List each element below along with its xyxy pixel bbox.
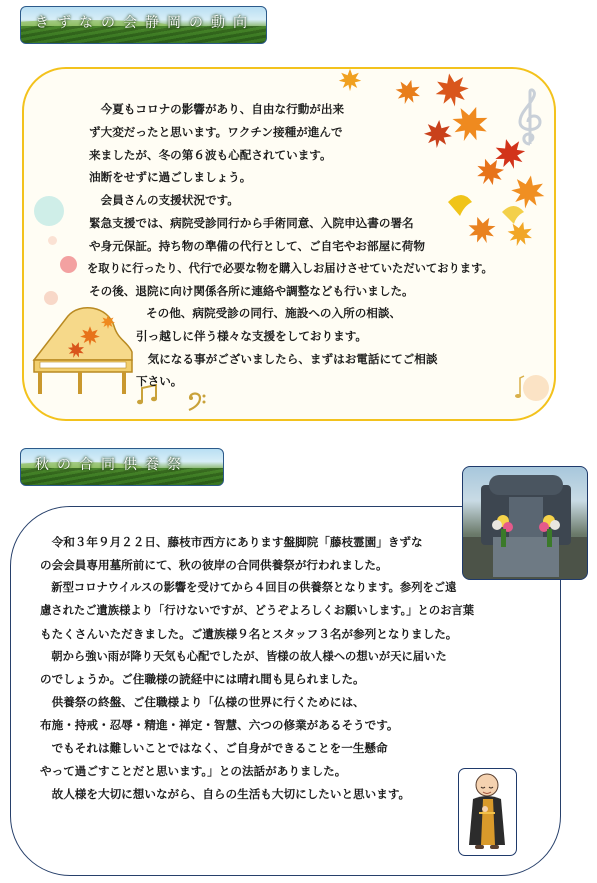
memorial-service-body (40, 531, 474, 806)
text-line: 供養祭の終盤、ご住職様より「仏様の世界に行くためには、 (40, 695, 365, 710)
text-line: 慮されたご遺族様より「行けないですが、どうぞよろしくお願いします。」とのお言葉 (40, 603, 475, 617)
bass-clef-icon (186, 390, 208, 412)
text-line: その他、病院受診の同行、施設への入所の相談、 (146, 306, 402, 320)
text-line: 布施・持戒・忍辱・精進・禅定・智慧、六つの修業があるそうです。 (40, 718, 399, 733)
grand-piano-illustration (28, 300, 138, 400)
section-banner-kizuna (20, 6, 267, 44)
text-line: 引っ越しに伴う様々な支援をしております。 (136, 328, 367, 343)
kizuna-news-body-continued (136, 302, 437, 393)
text-line: やって過ごすことだと思います。」との法話がありました。 (40, 764, 347, 779)
text-line: もたくさんいただきました。ご遺族様９名とスタッフ３名が参列となりました。 (40, 626, 458, 641)
section-title-kizuna: きずなの会静岡の動向 (35, 15, 255, 31)
text-line: でもそれは難しいことではなく、ご自身ができることを一生懸命 (40, 741, 388, 756)
monk-icon (459, 769, 515, 854)
text-line: の会会員専用墓所前にて、秋の彼岸の合同供養祭が行われました。 (40, 557, 388, 572)
kizuna-news-body (89, 98, 493, 303)
music-notes-decoration (510, 366, 550, 406)
monk-illustration (458, 768, 517, 856)
text-line: を取りに行ったり、代行で必要な物を購入しお届けさせていただいております。 (87, 261, 493, 275)
text-line: 緊急支援では、病院受診同行から手術同意、入院申込書の署名 (89, 215, 414, 230)
text-line: 新型コロナウイルスの影響を受けてから４回目の供養祭となります。参列をご遠 (40, 580, 457, 594)
grave-monument-photo (462, 466, 588, 580)
text-line: 会員さんの支援状況です。 (89, 193, 239, 208)
text-line: のでしょうか。ご住職様の読経中には晴れ間も見られました。 (40, 672, 365, 687)
pastel-circle-decoration (60, 256, 77, 273)
section-title-memorial: 秋の合同供養祭 (35, 457, 189, 473)
text-line: その後、退院に向け関係各所に連絡や調整なども行いました。 (89, 284, 414, 299)
text-line: ず大変だったと思います。ワクチン接種が進んで (89, 124, 343, 139)
text-line: 気になる事がございましたら、まずはお電話にてご相談 (136, 351, 438, 366)
pastel-circle-decoration (48, 236, 57, 245)
text-line: 油断をせずに過ごしましょう。 (89, 170, 252, 185)
text-line: 来ましたが、冬の第６波も心配されています。 (89, 147, 332, 162)
grave-photo-graphic (463, 467, 588, 580)
text-line: 令和３年９月２２日、藤枝市西方にあります盤脚院「藤枝霊園」きずな (40, 535, 423, 549)
pastel-circle-decoration (34, 196, 64, 226)
text-line: や身元保証。持ち物の準備の代行として、ご自宅やお部屋に荷物 (89, 238, 425, 253)
section-banner-memorial (20, 448, 224, 486)
text-line: 朝から強い雨が降り天気も心配でしたが、皆様の故人様への想いが天に届いた (40, 649, 447, 663)
text-line: 下さい。 (136, 374, 183, 389)
text-line: 今夏もコロナの影響があり、自由な行動が出来 (89, 102, 345, 116)
text-line: 故人様を大切に想いながら、自らの生活も大切にしたいと思います。 (40, 786, 411, 801)
treble-clef-icon (516, 88, 544, 148)
